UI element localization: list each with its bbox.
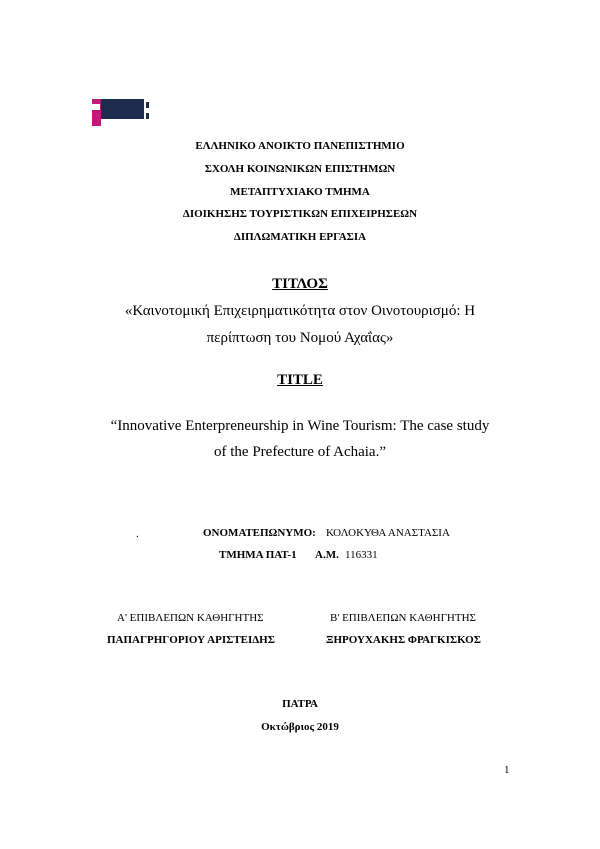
program-name: ΜΕΤΑΠΤΥΧΙΑΚΟ ΤΜΗΜΑ bbox=[230, 186, 370, 198]
greek-title-heading: ΤΙΤΛΟΣ bbox=[272, 276, 328, 292]
date: Οκτώβριος 2019 bbox=[261, 721, 339, 733]
registration-value: 116331 bbox=[345, 549, 378, 561]
department-name: ΔΙΟΙΚΗΣΗΣ ΤΟΥΡΙΣΤΙΚΩΝ ΕΠΙΧΕΙΡΗΣΕΩΝ bbox=[182, 208, 418, 220]
document-type: ΔΙΠΛΩΜΑΤΙΚΗ ΕΡΓΑΣΙΑ bbox=[233, 231, 367, 243]
student-name-value: ΚΟΛΟΚΥΘΑ ΑΝΑΣΤΑΣΙΑ bbox=[326, 527, 450, 539]
english-title-line-1: “Innovative Enterpreneurship in Wine Tourism: The case study bbox=[110, 418, 490, 434]
page-number: 1 bbox=[504, 764, 510, 776]
registration-label: Α.Μ. bbox=[315, 549, 339, 561]
city: ΠΑΤΡΑ bbox=[282, 698, 318, 710]
greek-title-line-2: περίπτωση του Νομού Αχαΐας» bbox=[206, 330, 394, 346]
greek-title-line-1: «Καινοτομική Επιχειρηματικότητα στον Οινοτουρισμό: Η bbox=[124, 303, 476, 319]
university-name: ΕΛΛΗΝΙΚΟ ΑΝΟΙΚΤΟ ΠΑΝΕΠΙΣΤΗΜΙΟ bbox=[195, 140, 405, 152]
university-logo-icon bbox=[92, 99, 152, 126]
school-name: ΣΧΟΛΗ ΚΟΙΝΩΝΙΚΩΝ ΕΠΙΣΤΗΜΩΝ bbox=[204, 163, 396, 175]
english-title-heading: TITLE bbox=[277, 372, 323, 388]
bullet-dot: . bbox=[136, 528, 139, 540]
first-supervisor-role: Α' ΕΠΙΒΛΕΠΩΝ ΚΑΘΗΓΗΤΗΣ bbox=[117, 612, 264, 624]
first-supervisor-name: ΠΑΠΑΓΡΗΓΟΡΙΟΥ ΑΡΙΣΤΕΙΔΗΣ bbox=[107, 634, 275, 646]
english-title-line-2: of the Prefecture of Achaia.” bbox=[214, 444, 386, 460]
second-supervisor-role: Β' ΕΠΙΒΛΕΠΩΝ ΚΑΘΗΓΗΤΗΣ bbox=[330, 612, 476, 624]
second-supervisor-name: ΞΗΡΟΥΧΑΚΗΣ ΦΡΑΓΚΙΣΚΟΣ bbox=[326, 634, 481, 646]
student-department: ΤΜΗΜΑ ΠΑΤ-1 bbox=[219, 549, 297, 561]
student-name-label: ΟΝΟΜΑΤΕΠΩΝΥΜΟ: bbox=[203, 527, 316, 539]
